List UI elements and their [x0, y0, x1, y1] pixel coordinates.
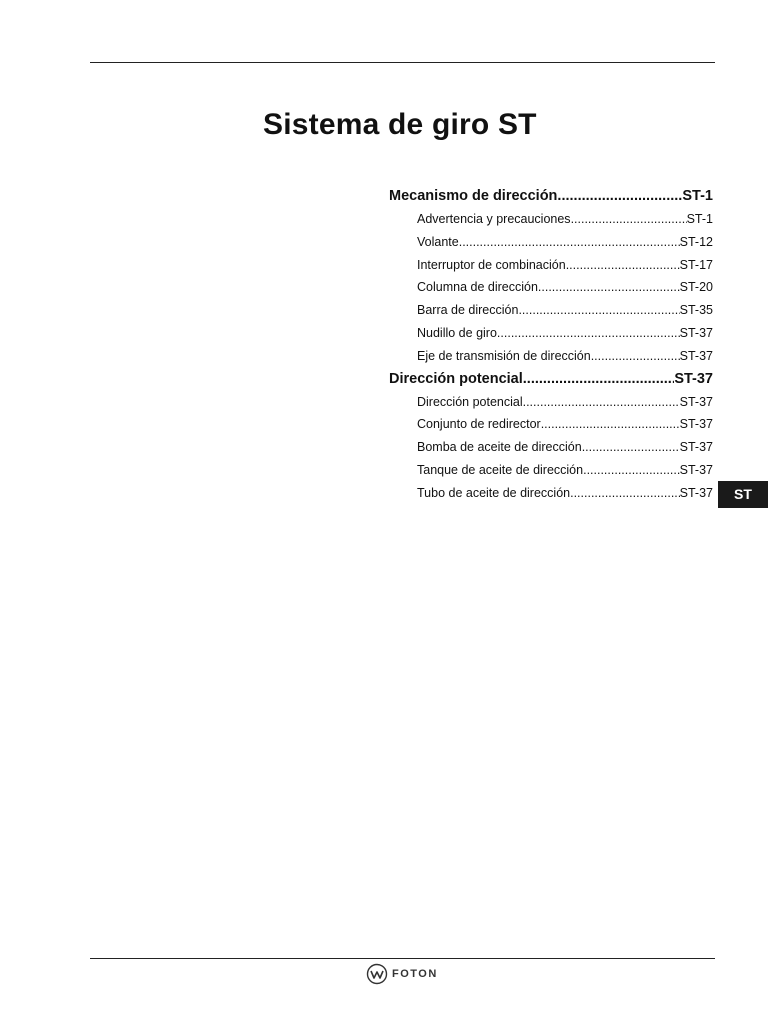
- toc-entry-label: Conjunto de redirector: [417, 417, 541, 432]
- toc-subsection-entry[interactable]: [389, 254, 713, 277]
- toc-entry-label: Columna de dirección: [417, 280, 538, 295]
- toc-subsection-entry[interactable]: [389, 231, 713, 254]
- toc-entry-label: Bomba de aceite de dirección: [417, 440, 582, 455]
- toc-entry-label: Advertencia y precauciones: [417, 212, 571, 226]
- toc-entry-label: Tubo de aceite de dirección: [417, 485, 571, 500]
- toc-entry-label: Interruptor de combinación: [417, 257, 566, 272]
- header-rule: [90, 62, 715, 63]
- toc-leader-dots: [541, 413, 680, 436]
- foton-logo-icon: [366, 963, 388, 985]
- toc-leader-dots: [570, 482, 680, 505]
- footer-logo: [366, 963, 438, 985]
- toc-entry-page: ST-37: [679, 485, 713, 500]
- toc-section-entry[interactable]: [389, 368, 713, 391]
- toc-leader-dots: [557, 185, 682, 208]
- toc-subsection-entry[interactable]: [389, 322, 713, 345]
- toc-entry-page: ST-12: [679, 234, 713, 249]
- toc-entry-label: Nudillo de giro: [417, 325, 497, 340]
- toc-entry-page: ST-37: [679, 440, 713, 455]
- toc-entry-page: ST-20: [679, 280, 713, 295]
- toc-subsection-entry[interactable]: [389, 276, 713, 299]
- toc-subsection-entry[interactable]: [389, 391, 713, 414]
- toc-section-entry[interactable]: [389, 185, 713, 208]
- toc-entry-label: Mecanismo de dirección: [389, 188, 558, 204]
- toc-subsection-entry[interactable]: [389, 345, 713, 368]
- toc-subsection-entry[interactable]: [389, 413, 713, 436]
- toc-entry-page: ST-37: [679, 325, 713, 340]
- toc-subsection-entry[interactable]: [389, 299, 713, 322]
- toc-entry-label: Barra de dirección: [417, 303, 519, 318]
- toc-entry-page: ST-37: [679, 348, 713, 363]
- toc-leader-dots: [582, 436, 680, 459]
- section-tab: ST: [718, 481, 768, 508]
- toc-leader-dots: [497, 322, 680, 345]
- toc-leader-dots: [523, 391, 680, 414]
- toc-leader-dots: [571, 208, 687, 231]
- toc-subsection-entry[interactable]: [389, 459, 713, 482]
- footer-rule: [90, 958, 715, 959]
- toc-entry-page: ST-37: [679, 462, 713, 477]
- toc-subsection-entry[interactable]: [389, 482, 713, 505]
- page-title: Sistema de giro ST: [263, 108, 537, 141]
- toc-leader-dots: [523, 368, 675, 391]
- toc-entry-label: Tanque de aceite de dirección: [417, 462, 584, 477]
- toc-leader-dots: [459, 231, 680, 254]
- toc-entry-page: ST-37: [679, 417, 713, 432]
- toc-entry-label: Dirección potencial: [389, 370, 523, 387]
- toc-entry-page: ST-1: [686, 212, 713, 226]
- toc-subsection-entry[interactable]: [389, 436, 713, 459]
- toc-entry-page: ST-17: [679, 257, 713, 272]
- toc-entry-page: ST-37: [679, 394, 713, 409]
- toc-entry-label: Dirección potencial: [417, 394, 523, 409]
- toc-entry-page: ST-35: [679, 303, 713, 318]
- toc-subsection-entry[interactable]: [389, 208, 713, 231]
- toc-entry-label: Eje de transmisión de dirección: [417, 348, 591, 363]
- table-of-contents: [389, 185, 713, 505]
- toc-entry-page: ST-1: [682, 188, 713, 204]
- toc-leader-dots: [538, 276, 680, 299]
- toc-entry-page: ST-37: [674, 370, 713, 387]
- toc-leader-dots: [518, 299, 679, 322]
- brand-name: FOTON: [392, 968, 438, 980]
- toc-entry-label: Volante: [417, 234, 459, 249]
- toc-leader-dots: [566, 254, 680, 277]
- toc-leader-dots: [583, 459, 680, 482]
- toc-leader-dots: [591, 345, 680, 368]
